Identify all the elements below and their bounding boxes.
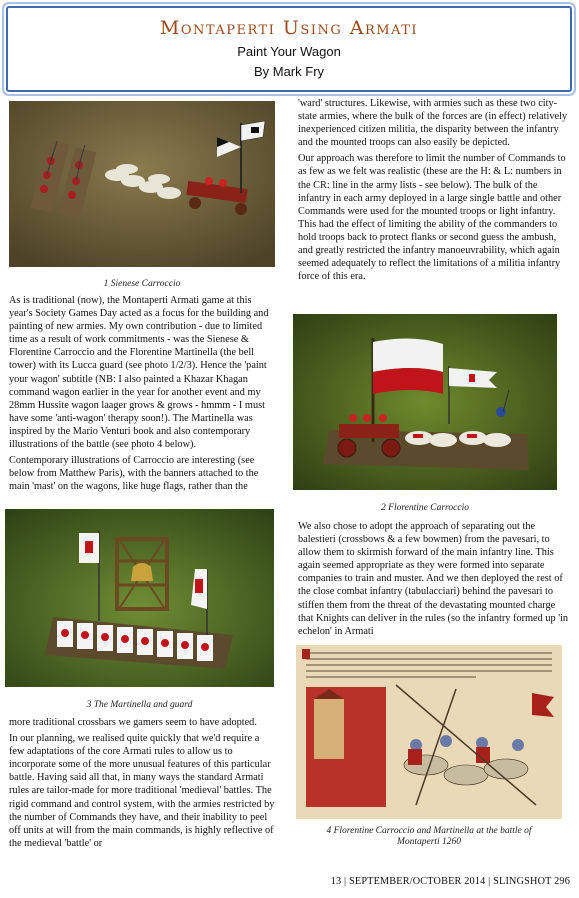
photo-martinella-guard [5,509,274,687]
paragraph: Our approach was therefore to limit the number of Commands to as few as we felt was realistic (these are the H: & L: numbers in the CR: line in the army lists - see below). The bulk of the infantry in each army deployed in a large single battle and other Commands were used for the mounted troops or light infantry. This had the effect of limiting the ability of the commanders to hold troops back to protect flanks or second guess the ambush, and greatly restricted the infantry manoeuvrability, which again seemed adequately to reflect the limitations of a militia infantry force of this era. [298,153,566,283]
right-column-upper [298,97,570,286]
caption-photo-2: 2 Florentine Carroccio [381,503,469,513]
article-byline: By Mark Fry [253,64,325,79]
caption-photo-3: 3 The Martinella and guard [86,700,193,710]
paragraph: We also chose to adopt the approach of separating out the balestieri (crossbows & a few bowmen) from the pavesari, to allow them to skirmish forward of the main infantry line. This again seemed appropriate as they were formed into separate companies to train and muster. And we then deployed the rest of the close combat infantry (tabulacciari) behind the pavesari to stiffen them from the threat of the devastating mounted charge that Knights can deliver in the rules (so the infantry formed up 'in echelon' in Armati [298,521,569,637]
page-footer: 13 | SEPTEMBER/OCTOBER 2014 | SLINGSHOT 296 [330,876,570,887]
paragraph: 'ward' structures. Likewise, with armies such as these two city-state armies, where the bulk of the forces are (in effect) relatively inexperienced citizen militia, the disparity between the infantry and the mounted troops can also easily be depicted. [298,98,568,149]
caption-photo-4-line-1: 4 Florentine Carroccio and Martinella at the battle of [326,826,532,836]
paragraph: In our planning, we realised quite quickly that we'd require a few adaptations of the core Armati rules to allow us to incorporate some of the more unusual features of this particular battle. Having said all that, in many ways the standard Armati rules are tailor-made for more traditional 'medieval' battles. The rigid command and control system, with the armies restricted by the number of Commands they have, and their inability to peel off units at will from the main commands, is highly reflective of the medieval 'battle' or [9,733,275,849]
caption-photo-4-line-2: Montaperti 1260 [396,837,462,847]
article-subtitle: Paint Your Wagon [237,44,341,59]
photo-florentine-carroccio [293,314,557,490]
caption-photo-1: 1 Sienese Carroccio [103,279,181,289]
paragraph: As is traditional (now), the Montaperti Armati game at this year's Society Games Day acted as a focus for the building and painting of new armies. My own contribution - due to limited time as a result of work commitments - was the Sienese & Florentine Carroccio and the Florentine Martinella (the bell tower) with its Lucca guard (see photo 1/2/3). Hence the 'paint your wagon' subtitle (NB: I also painted a Khazar Khagan command wagon earlier in the year for another event and my 28mm Hussite wagon laager grows & grows - hmmm - I must have some 'anti-wagon' therapy soon!). The Martinella was inspired by the Mario Venturi book and also contemporary illustrations of the battle (see photo 4 below). [9,295,269,451]
article-header [6,6,572,92]
article-title: Montaperti Using Armati [159,17,419,39]
photo-montaperti-manuscript [296,645,562,819]
caption-photo-4 [296,826,562,848]
photo-sienese-carroccio [9,101,275,267]
paragraph: more traditional crossbars we gamers seem to have adopted. [9,717,257,728]
left-column-lower [9,716,275,853]
paragraph: Contemporary illustrations of Carroccio are interesting (see below from Matthew Paris), with the banners attached to the main 'mast' on the wagons, like huge flags, rather than the [9,455,259,493]
right-column-middle [298,520,570,641]
left-column-upper [9,294,275,496]
